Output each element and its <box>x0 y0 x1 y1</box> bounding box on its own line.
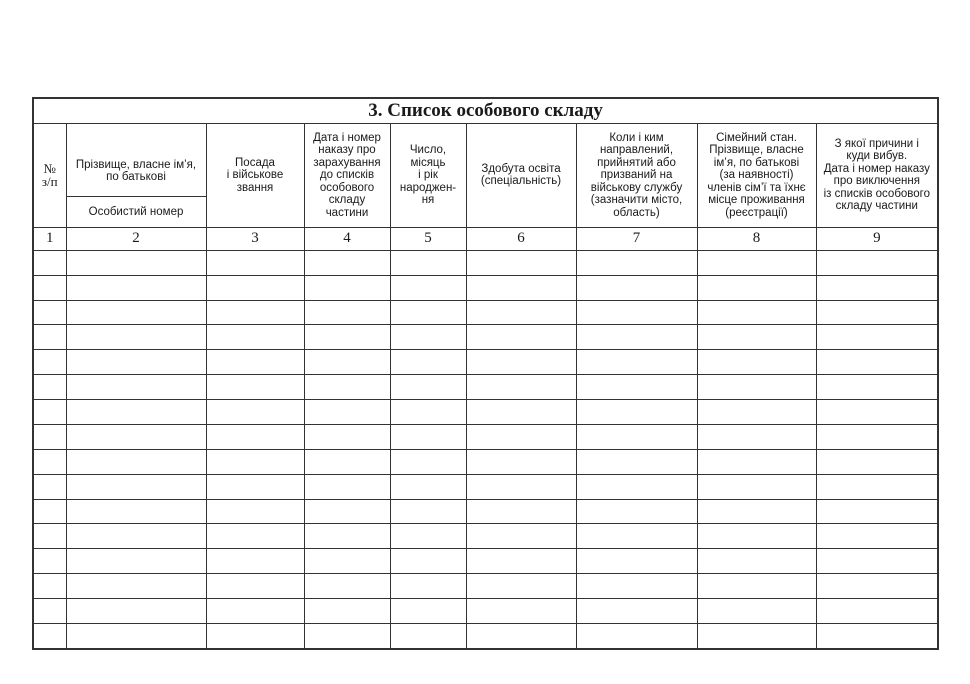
table-cell[interactable] <box>816 449 938 474</box>
table-cell[interactable] <box>206 599 304 624</box>
table-cell[interactable] <box>466 250 576 275</box>
table-cell[interactable] <box>66 499 206 524</box>
table-row <box>33 524 938 549</box>
table-cell[interactable] <box>33 275 66 300</box>
table-cell[interactable] <box>697 623 816 649</box>
table-cell[interactable] <box>390 300 466 325</box>
table-cell[interactable] <box>466 424 576 449</box>
table-cell[interactable] <box>697 474 816 499</box>
table-cell[interactable] <box>390 524 466 549</box>
col-header-number: № з/п <box>33 124 66 227</box>
table-row <box>33 325 938 350</box>
table-cell[interactable] <box>576 449 697 474</box>
table-cell[interactable] <box>697 599 816 624</box>
table-cell[interactable] <box>816 599 938 624</box>
table-cell[interactable] <box>304 424 390 449</box>
table-cell[interactable] <box>816 325 938 350</box>
table-cell[interactable] <box>206 375 304 400</box>
table-cell[interactable] <box>466 300 576 325</box>
table-cell[interactable] <box>66 574 206 599</box>
table-row <box>33 623 938 649</box>
col-header-full-name: Прізвище, власне ім’я, по батькові <box>66 124 206 197</box>
table-cell[interactable] <box>816 375 938 400</box>
table-cell[interactable] <box>576 375 697 400</box>
table-cell[interactable] <box>697 375 816 400</box>
table-cell[interactable] <box>304 325 390 350</box>
table-cell[interactable] <box>206 275 304 300</box>
table-cell[interactable] <box>576 275 697 300</box>
table-cell[interactable] <box>33 549 66 574</box>
column-number: 3 <box>206 227 304 250</box>
table-row <box>33 400 938 425</box>
column-number: 6 <box>466 227 576 250</box>
table-cell[interactable] <box>66 300 206 325</box>
table-cell[interactable] <box>697 499 816 524</box>
table-cell[interactable] <box>466 400 576 425</box>
table-row <box>33 449 938 474</box>
table-cell[interactable] <box>206 524 304 549</box>
table-cell[interactable] <box>33 300 66 325</box>
table-cell[interactable] <box>576 250 697 275</box>
table-cell[interactable] <box>304 350 390 375</box>
table-cell[interactable] <box>390 449 466 474</box>
table-cell[interactable] <box>576 474 697 499</box>
table-row <box>33 375 938 400</box>
table-cell[interactable] <box>66 400 206 425</box>
table-cell[interactable] <box>466 599 576 624</box>
table-cell[interactable] <box>33 623 66 649</box>
table-cell[interactable] <box>304 449 390 474</box>
table-cell[interactable] <box>466 375 576 400</box>
table-cell[interactable] <box>33 599 66 624</box>
col-header-family-status: Сімейний стан. Прізвище, власне ім’я, по батькові (за наявності) членів сім’ї та їхнє місце проживання (реєстрації) <box>697 124 816 227</box>
table-cell[interactable] <box>816 275 938 300</box>
table-cell[interactable] <box>66 350 206 375</box>
table-cell[interactable] <box>576 300 697 325</box>
table-cell[interactable] <box>66 623 206 649</box>
table-cell[interactable] <box>206 499 304 524</box>
table-cell[interactable] <box>390 325 466 350</box>
table-cell[interactable] <box>697 350 816 375</box>
table-cell[interactable] <box>576 574 697 599</box>
form-title: 3. Список особового складу <box>33 98 938 124</box>
table-cell[interactable] <box>304 474 390 499</box>
table-cell[interactable] <box>206 549 304 574</box>
table-cell[interactable] <box>390 400 466 425</box>
table-cell[interactable] <box>206 574 304 599</box>
table-cell[interactable] <box>206 449 304 474</box>
table-cell[interactable] <box>466 549 576 574</box>
table-cell[interactable] <box>304 524 390 549</box>
table-cell[interactable] <box>576 549 697 574</box>
col-header-position-rank: Посада і військове звання <box>206 124 304 227</box>
table-row <box>33 275 938 300</box>
column-number: 2 <box>66 227 206 250</box>
table-cell[interactable] <box>697 400 816 425</box>
table-cell[interactable] <box>390 250 466 275</box>
table-cell[interactable] <box>697 424 816 449</box>
table-cell[interactable] <box>816 350 938 375</box>
table-cell[interactable] <box>33 474 66 499</box>
table-row <box>33 599 938 624</box>
table-cell[interactable] <box>576 325 697 350</box>
table-row <box>33 300 938 325</box>
table-cell[interactable] <box>304 275 390 300</box>
table-cell[interactable] <box>206 325 304 350</box>
table-cell[interactable] <box>66 474 206 499</box>
table-cell[interactable] <box>697 275 816 300</box>
table-cell[interactable] <box>466 623 576 649</box>
table-cell[interactable] <box>66 250 206 275</box>
table-cell[interactable] <box>576 424 697 449</box>
table-cell[interactable] <box>33 325 66 350</box>
column-number: 4 <box>304 227 390 250</box>
table-cell[interactable] <box>466 474 576 499</box>
table-cell[interactable] <box>816 499 938 524</box>
table-cell[interactable] <box>390 549 466 574</box>
table-cell[interactable] <box>66 375 206 400</box>
table-cell[interactable] <box>390 350 466 375</box>
table-cell[interactable] <box>390 499 466 524</box>
table-cell[interactable] <box>33 250 66 275</box>
table-cell[interactable] <box>206 424 304 449</box>
table-cell[interactable] <box>304 250 390 275</box>
column-number: 9 <box>816 227 938 250</box>
column-number: 5 <box>390 227 466 250</box>
col-header-enrollment-order: Дата і номер наказу про зарахування до списків особового складу частини <box>304 124 390 227</box>
table-cell[interactable] <box>576 400 697 425</box>
table-cell[interactable] <box>576 599 697 624</box>
table-cell[interactable] <box>697 300 816 325</box>
table-cell[interactable] <box>206 300 304 325</box>
table-cell[interactable] <box>466 325 576 350</box>
table-cell[interactable] <box>576 350 697 375</box>
table-cell[interactable] <box>304 375 390 400</box>
table-cell[interactable] <box>66 325 206 350</box>
col-header-departure: З якої причини і куди вибув. Дата і номер наказу про виключення із списків особового складу частини <box>816 124 938 227</box>
table-cell[interactable] <box>576 524 697 549</box>
table-cell[interactable] <box>304 574 390 599</box>
table-row <box>33 574 938 599</box>
table-row <box>33 499 938 524</box>
table-cell[interactable] <box>206 250 304 275</box>
table-cell[interactable] <box>816 300 938 325</box>
table-cell[interactable] <box>390 424 466 449</box>
table-cell[interactable] <box>390 474 466 499</box>
table-cell[interactable] <box>304 400 390 425</box>
table-cell[interactable] <box>816 424 938 449</box>
table-cell[interactable] <box>466 350 576 375</box>
table-cell[interactable] <box>697 449 816 474</box>
column-number: 1 <box>33 227 66 250</box>
table-cell[interactable] <box>466 574 576 599</box>
table-cell[interactable] <box>816 474 938 499</box>
table-cell[interactable] <box>304 549 390 574</box>
table-cell[interactable] <box>390 275 466 300</box>
table-cell[interactable] <box>66 549 206 574</box>
col-header-personal-number: Особистий номер <box>66 197 206 227</box>
table-cell[interactable] <box>697 524 816 549</box>
personnel-list-table <box>32 97 939 650</box>
table-cell[interactable] <box>816 524 938 549</box>
table-cell[interactable] <box>66 424 206 449</box>
table-cell[interactable] <box>66 449 206 474</box>
column-number: 8 <box>697 227 816 250</box>
table-cell[interactable] <box>66 524 206 549</box>
table-cell[interactable] <box>466 449 576 474</box>
table-cell[interactable] <box>33 350 66 375</box>
table-cell[interactable] <box>33 574 66 599</box>
table-cell[interactable] <box>304 623 390 649</box>
table-cell[interactable] <box>576 623 697 649</box>
table-row <box>33 549 938 574</box>
table-cell[interactable] <box>304 300 390 325</box>
col-header-education: Здобута освіта (спеціальність) <box>466 124 576 227</box>
table-cell[interactable] <box>816 250 938 275</box>
table-cell[interactable] <box>33 499 66 524</box>
table-cell[interactable] <box>304 599 390 624</box>
table-cell[interactable] <box>66 599 206 624</box>
table-cell[interactable] <box>33 424 66 449</box>
table-cell[interactable] <box>816 623 938 649</box>
table-cell[interactable] <box>304 499 390 524</box>
table-cell[interactable] <box>697 250 816 275</box>
table-cell[interactable] <box>33 524 66 549</box>
table-row <box>33 250 938 275</box>
table-cell[interactable] <box>390 623 466 649</box>
table-cell[interactable] <box>206 474 304 499</box>
table-cell[interactable] <box>697 574 816 599</box>
table-cell[interactable] <box>466 524 576 549</box>
table-cell[interactable] <box>697 325 816 350</box>
table-cell[interactable] <box>390 574 466 599</box>
table-row <box>33 350 938 375</box>
table-cell[interactable] <box>390 375 466 400</box>
table-row <box>33 474 938 499</box>
table-cell[interactable] <box>816 400 938 425</box>
table-cell[interactable] <box>466 275 576 300</box>
table-cell[interactable] <box>33 449 66 474</box>
column-number: 7 <box>576 227 697 250</box>
table-cell[interactable] <box>33 375 66 400</box>
table-row <box>33 424 938 449</box>
table-cell[interactable] <box>816 549 938 574</box>
table-cell[interactable] <box>816 574 938 599</box>
table-cell[interactable] <box>576 499 697 524</box>
table-cell[interactable] <box>206 400 304 425</box>
table-cell[interactable] <box>390 599 466 624</box>
table-cell[interactable] <box>466 499 576 524</box>
col-header-birth-date: Число, місяць і рік народжен- ня <box>390 124 466 227</box>
table-cell[interactable] <box>33 400 66 425</box>
table-cell[interactable] <box>66 275 206 300</box>
column-number-row <box>33 227 938 250</box>
table-cell[interactable] <box>206 623 304 649</box>
col-header-conscription: Коли і ким направлений, прийнятий або призваний на військову службу (зазначити місто, область) <box>576 124 697 227</box>
table-cell[interactable] <box>206 350 304 375</box>
table-cell[interactable] <box>697 549 816 574</box>
